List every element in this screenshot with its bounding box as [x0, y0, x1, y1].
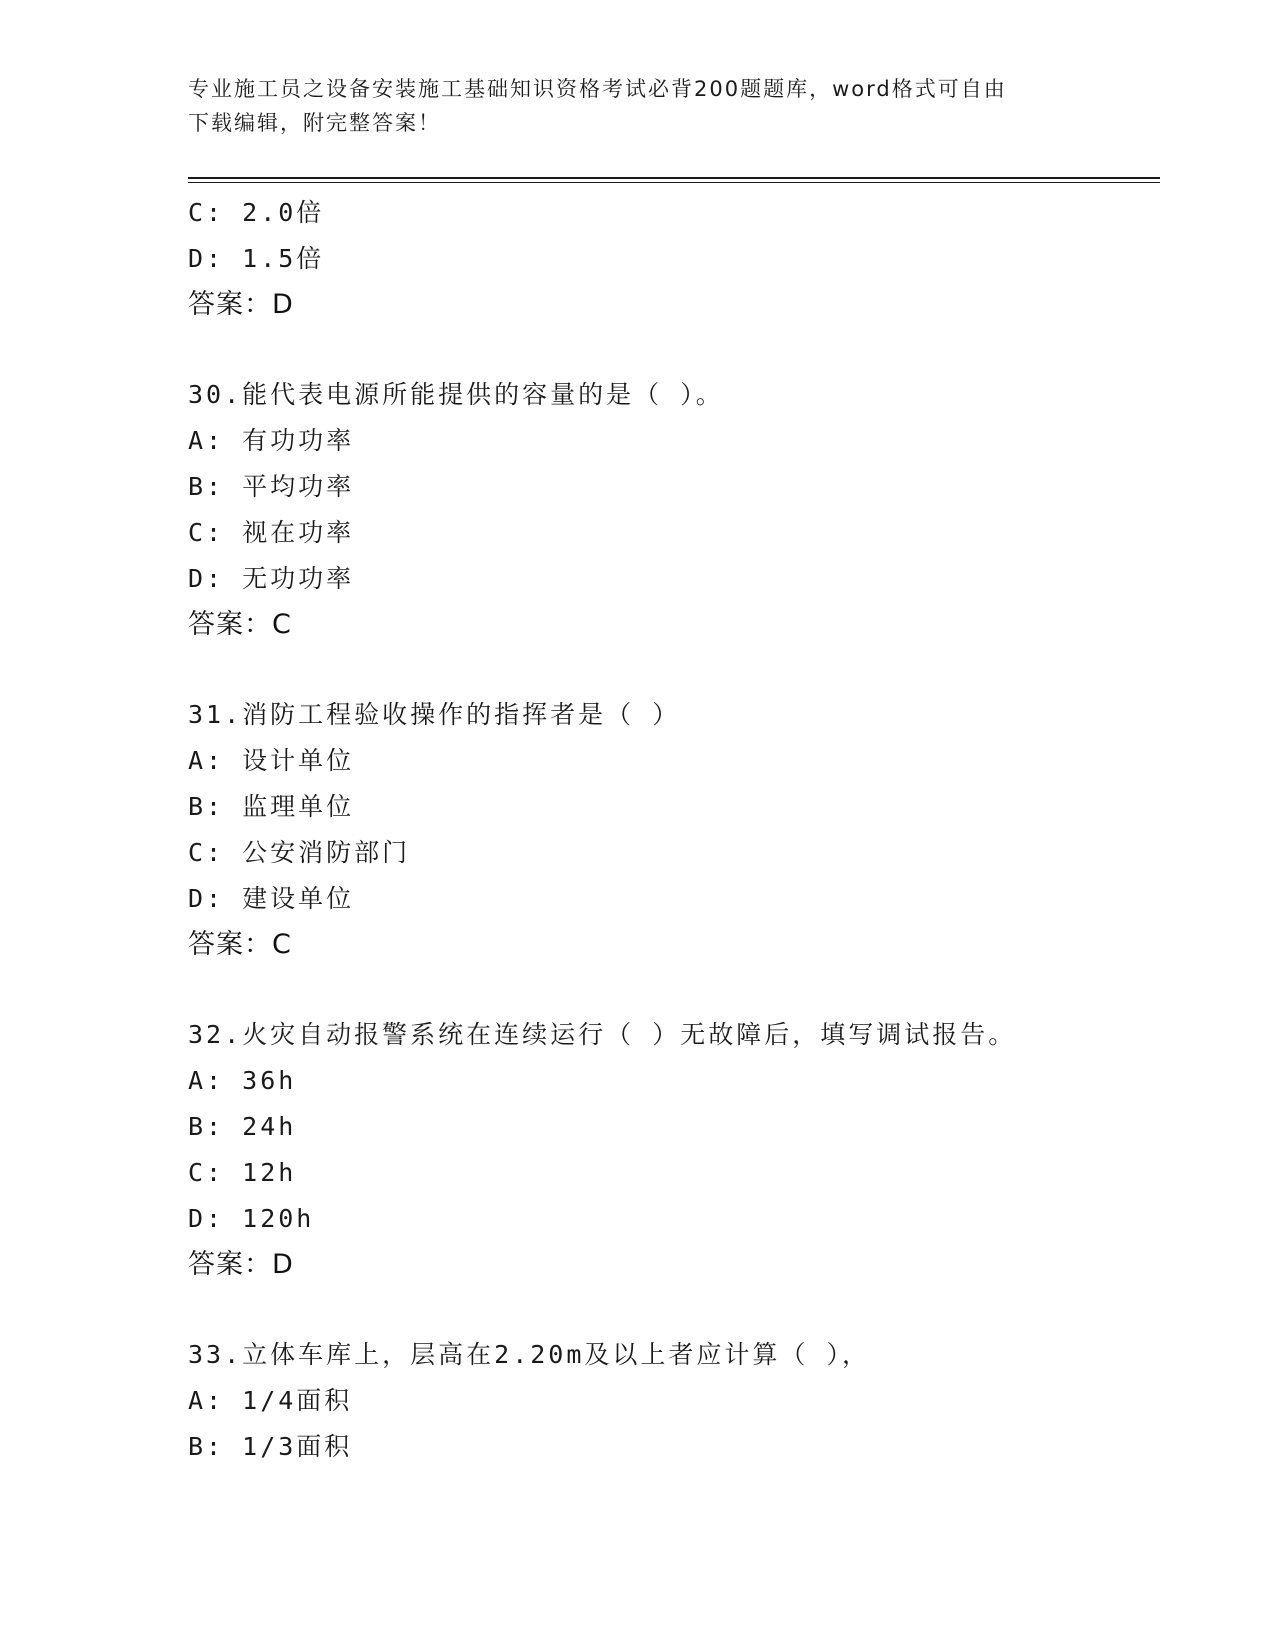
question-33 [188, 1332, 1158, 1470]
header-line-2: 下载编辑，附完整答案！ [188, 111, 441, 135]
header-rule-thick [188, 177, 1160, 179]
question-31 [188, 692, 1158, 968]
header-rule-thin [188, 182, 1160, 183]
document-header [188, 72, 1088, 140]
option-c: C: 2.0倍 [188, 198, 325, 227]
answer-line: 答案：D [188, 289, 294, 320]
option-c: C: 公安消防部门 [188, 838, 411, 867]
option-d: D: 120h [188, 1204, 315, 1233]
question-stem: 33.立体车库上，层高在2.20m及以上者应计算（ ）， [188, 1340, 870, 1369]
question-32 [188, 1012, 1158, 1288]
option-b: B: 1/3面积 [188, 1432, 353, 1461]
option-d: D: 建设单位 [188, 884, 355, 913]
option-b: B: 监理单位 [188, 792, 355, 821]
option-a: A: 设计单位 [188, 746, 355, 775]
option-d: D: 1.5倍 [188, 244, 325, 273]
previous-question-tail [188, 190, 1158, 328]
option-a: A: 有功功率 [188, 426, 355, 455]
answer-line: 答案：D [188, 1249, 294, 1280]
question-stem: 31.消防工程验收操作的指挥者是（ ） [188, 700, 681, 729]
option-b: B: 24h [188, 1112, 297, 1141]
option-c: C: 视在功率 [188, 518, 355, 547]
header-line-1: 专业施工员之设备安装施工基础知识资格考试必背200题题库，word格式可自由 [188, 77, 1007, 101]
option-c: C: 12h [188, 1158, 297, 1187]
answer-line: 答案：C [188, 929, 292, 960]
option-a: A: 1/4面积 [188, 1386, 353, 1415]
question-30 [188, 372, 1158, 648]
answer-line: 答案：C [188, 609, 292, 640]
option-b: B: 平均功率 [188, 472, 355, 501]
option-d: D: 无功功率 [188, 564, 355, 593]
question-stem: 32.火灾自动报警系统在连续运行（ ）无故障后，填写调试报告。 [188, 1020, 1017, 1049]
question-stem: 30.能代表电源所能提供的容量的是（ ）。 [188, 380, 724, 409]
option-a: A: 36h [188, 1066, 297, 1095]
question-list [188, 190, 1158, 1470]
